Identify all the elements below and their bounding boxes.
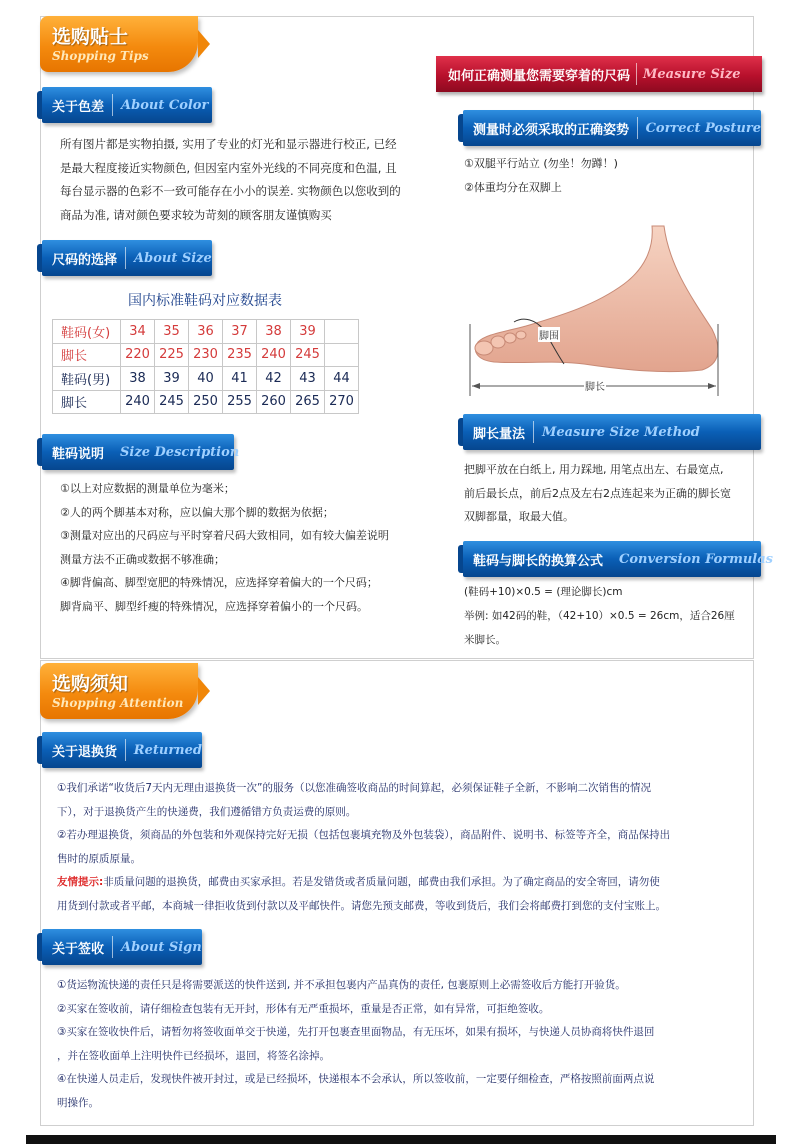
size-description-header (42, 434, 240, 470)
about-size-subtitle: About Size (134, 250, 212, 266)
measure-method-subtitle: Measure Size Method (542, 424, 700, 440)
returned-subtitle: Returned (133, 742, 202, 758)
text-line: 脚背扁平、脚型纤瘦的特殊情况，应选择穿着偏小的一个尺码。 (60, 599, 368, 613)
table-cell: 240 (121, 390, 155, 414)
table-cell: 265 (291, 390, 325, 414)
measure-size-title: 如何正确测量您需要穿着的尺码 (448, 68, 631, 84)
table-cell: 270 (325, 390, 359, 414)
about-sign-header (42, 929, 202, 965)
text-line: ③测量对应出的尺码应与平时穿着尺码大致相同，如有较大偏差说明 (60, 529, 389, 542)
table-cell: 36 (189, 320, 223, 344)
table-cell: 240 (257, 343, 291, 367)
text-line: (鞋码+10)×0.5 = (理论脚长)cm (464, 586, 623, 598)
about-sign-text (57, 974, 654, 1115)
correct-posture-title: 测量时必须采取的正确姿势 (473, 122, 630, 138)
text-line: ④在快递人员走后，发现快件被开封过，或是已经损坏，快递根本不会承认，所以签收前，一定要仔细检查，严格按照前面两点说 (57, 1073, 655, 1085)
text-line: 双脚都量，取最大值。 (464, 510, 574, 523)
text-line: ②体重均分在双脚上 (464, 180, 562, 194)
row-label: 脚长 (53, 390, 121, 414)
conversion-formula-title: 鞋码与脚长的换算公式 (473, 553, 604, 569)
text-line: ②人的两个脚基本对称，应以偏大那个脚的数据为依据； (60, 505, 334, 519)
table-cell: 220 (121, 343, 155, 367)
measure-method-header (463, 414, 761, 450)
row-label: 脚长 (53, 343, 121, 367)
measure-size-subtitle: Measure Size (643, 66, 741, 82)
measure-size-banner (436, 56, 762, 92)
text-line: 举例: 如42码的鞋，（42+10）×0.5 = 26cm，适合26厘 (464, 610, 735, 622)
text-line: 商品为准, 请对颜色要求较为苛刻的顾客朋友谨慎购买 (60, 207, 332, 222)
table-cell: 245 (155, 390, 189, 414)
warm-tip-label: 友情提示: (57, 876, 104, 888)
foot-measure-illustration (464, 224, 726, 396)
text-line: ②买家在签收前，请仔细检查包装有无开封，形体有无严重损坏，重量是否正常，如有异常，可拒绝签收。 (57, 1002, 550, 1015)
conversion-formula-subtitle: Conversion Formulas (619, 551, 773, 567)
text-line: 把脚平放在白纸上, 用力踩地, 用笔点出左、右最宽点, (464, 463, 724, 476)
table-cell: 37 (223, 320, 257, 344)
foot-length-label: 脚长 (584, 378, 606, 393)
table-cell: 39 (155, 367, 189, 391)
table-cell: 260 (257, 390, 291, 414)
shopping-attention-tab (40, 663, 198, 719)
table-cell: 44 (325, 367, 359, 391)
shopping-tips-title: 选购贴士 (52, 26, 129, 48)
text-line: ①我们承诺“收货后7天内无理由退换货一次”的服务（以您准确签收商品的时间算起，必须保证鞋子全新，不影响二次销售的情况 (57, 782, 651, 794)
size-description-text (60, 477, 389, 618)
measure-method-title: 脚长量法 (473, 426, 526, 442)
returned-text (57, 777, 670, 918)
table-cell: 35 (155, 320, 189, 344)
text-line: 每台显示器的色彩不一致可能存在小小的误差. 实物颜色以您收到的 (60, 184, 401, 198)
text-line: ③买家在签收快件后，请暂勿将签收面单交于快递，先打开包裹查里面物品，有无压坏，如果有损坏，与快递人员协商将快件退回 (57, 1026, 655, 1038)
tab-arrow-icon (198, 30, 210, 58)
table-row (53, 390, 359, 414)
shopping-tips-subtitle: Shopping Tips (52, 49, 149, 63)
table-row (53, 343, 359, 367)
bottom-divider (26, 1135, 776, 1144)
table-row (53, 320, 359, 344)
shopping-attention-subtitle: Shopping Attention (52, 696, 184, 710)
table-cell: 34 (121, 320, 155, 344)
table-cell (325, 343, 359, 367)
about-size-title: 尺码的选择 (52, 252, 118, 268)
correct-posture-text (464, 152, 618, 199)
text-line: 所有图片都是实物拍摄, 实用了专业的灯光和显示器进行校正, 已经 (60, 137, 397, 151)
text-line: ②若办理退换货，须商品的外包装和外观保持完好无损（包括包裹填充物及外包装袋），商品附件、说明书、标签等齐全，商品保持出 (57, 829, 671, 841)
size-description-subtitle: Size Description (120, 444, 240, 460)
text-line: 前后最长点，前后2点及左右2点连起来为正确的脚长宽 (464, 486, 731, 500)
table-cell: 250 (189, 390, 223, 414)
size-table (52, 319, 359, 414)
table-cell: 245 (291, 343, 325, 367)
table-cell: 43 (291, 367, 325, 391)
returned-header (42, 732, 202, 768)
about-color-subtitle: About Color (121, 97, 209, 113)
table-cell (325, 320, 359, 344)
row-label: 鞋码(女) (53, 320, 121, 344)
measure-method-text (464, 458, 731, 529)
tab-arrow-icon (198, 677, 210, 705)
correct-posture-header (463, 110, 761, 146)
table-cell: 235 (223, 343, 257, 367)
text-line: 是最大程度接近实物颜色, 但因室内室外光线的不同亮度和色温, 且 (60, 160, 397, 175)
text-line: 下），对于退换货产生的快递费，我们遵循错方负责运费的原则。 (57, 805, 357, 818)
table-cell: 230 (189, 343, 223, 367)
text-line: ①以上对应数据的测量单位为毫米； (60, 482, 235, 495)
table-cell: 225 (155, 343, 189, 367)
row-label: 鞋码(男) (53, 367, 121, 391)
table-cell: 39 (291, 320, 325, 344)
shopping-attention-title: 选购须知 (52, 673, 129, 695)
warm-tip-text: 非质量问题的退换货，邮费由买家承担。若是发错货或者质量问题，邮费由我们承担。为了确定商品的安全寄回，请勿使 (103, 876, 660, 888)
text-line (57, 871, 670, 895)
text-line: 用货到付款或者平邮，本商城一律拒收货到付款以及平邮快件。请您先预支邮费，等收到货后，我们会将邮费打到您的支付宝账上。 (57, 899, 666, 912)
table-cell: 42 (257, 367, 291, 391)
table-cell: 40 (189, 367, 223, 391)
about-color-text (60, 133, 401, 227)
table-cell: 255 (223, 390, 257, 414)
about-color-title: 关于色差 (52, 99, 105, 115)
size-description-title: 鞋码说明 (52, 446, 105, 462)
conversion-formula-header (463, 541, 773, 577)
text-line: ④脚背偏高、脚型宽肥的特殊情况，应选择穿着偏大的一个尺码； (60, 576, 378, 589)
table-cell: 38 (121, 367, 155, 391)
foot-icon (464, 224, 726, 396)
table-cell: 38 (257, 320, 291, 344)
table-cell: 41 (223, 367, 257, 391)
returned-title: 关于退换货 (52, 744, 118, 760)
size-table-title: 国内标准鞋码对应数据表 (128, 293, 282, 309)
foot-girth-label: 脚围 (538, 327, 560, 342)
about-size-header (42, 240, 212, 276)
shopping-tips-tab (40, 16, 198, 72)
conversion-formula-text (464, 580, 735, 652)
text-line: 明操作。 (57, 1096, 99, 1109)
about-sign-title: 关于签收 (52, 941, 105, 957)
about-color-header (42, 87, 212, 123)
text-line: 米脚长。 (464, 634, 506, 646)
text-line: ①货运物流快递的责任只是将需要派送的快件送到, 并不承担包裹内产品真伪的责任, 包裹原则上必需签收后方能打开验货。 (57, 979, 626, 991)
text-line: ，并在签收面单上注明快件已经损坏，退回，将签名涂掉。 (57, 1049, 330, 1062)
text-line: 售时的原质原量。 (57, 852, 141, 865)
about-sign-subtitle: About Sign (121, 939, 202, 955)
text-line: ①双腿平行站立 (勿坐！勿蹲！) (464, 157, 618, 170)
correct-posture-subtitle: Correct Posture (645, 120, 761, 136)
table-row (53, 367, 359, 391)
text-line: 测量方法不正确或数据不够准确； (60, 552, 225, 566)
